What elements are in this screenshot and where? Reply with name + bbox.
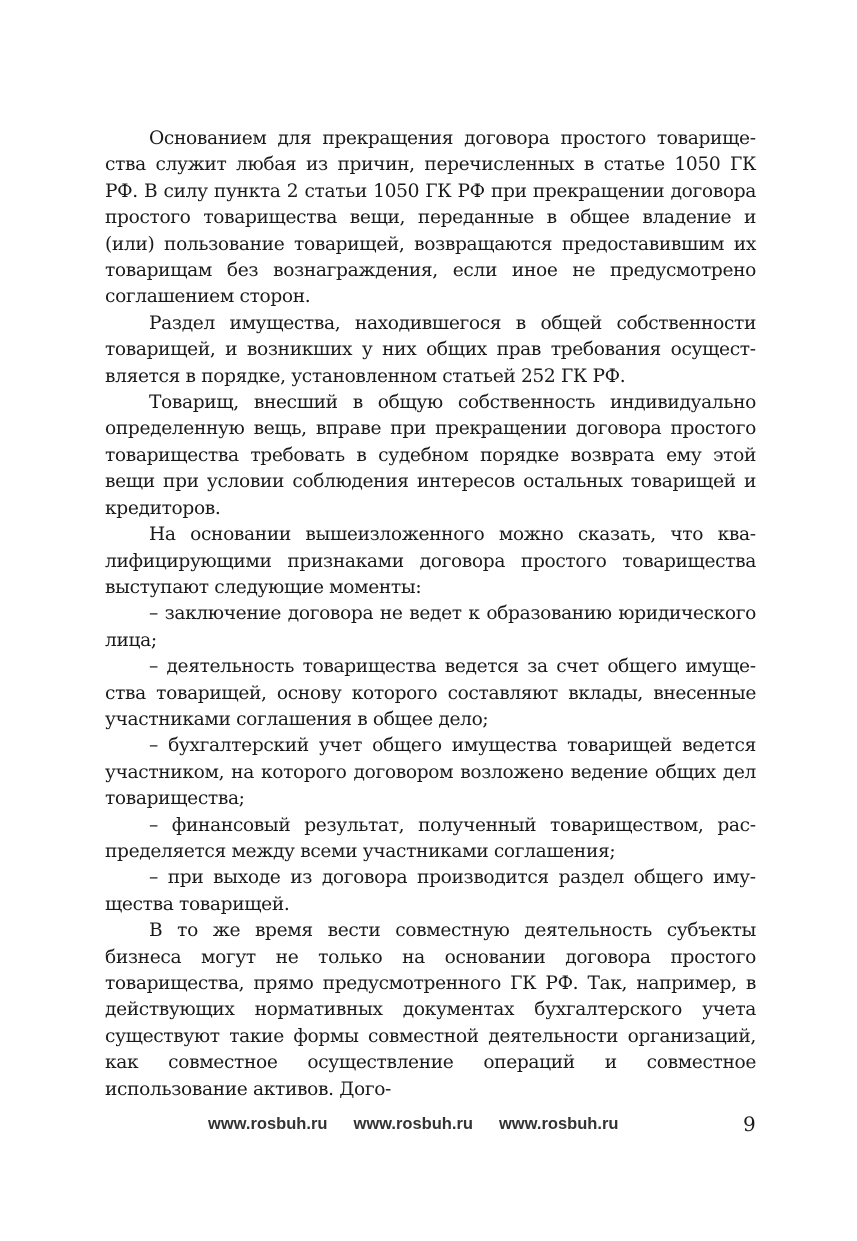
list-item: – заключение договора не ведет к образованию юридического лица; xyxy=(105,603,756,651)
footer-links xyxy=(208,1115,618,1134)
footer-link[interactable]: www.rosbuh.ru xyxy=(353,1115,473,1133)
page-footer xyxy=(0,1112,857,1139)
list-item: – бухгалтерский учет общего имущества товарищей ведется участником, на которого договором возложено ведение общих дел товарищества; xyxy=(105,735,756,810)
paragraph: Раздел имущества, находившегося в общей собственности товарищей, и возникших у них общих прав требования осуществляется в порядке, установленном статьей 252 ГК РФ. xyxy=(105,312,756,387)
footer-link[interactable]: www.rosbuh.ru xyxy=(208,1115,328,1133)
paragraph: Товарищ, внесший в общую собственность индивидуально определенную вещь, вправе при прекращении договора простого товарищества требовать в судебном порядке возврата ему этой вещи при условии соблюдения интересов остальных товарищей и кредиторов. xyxy=(105,392,756,519)
list-item: – финансовый результат, полученный товариществом, распределяется между всеми участниками соглашения; xyxy=(105,814,756,862)
list-item: – деятельность товарищества ведется за счет общего имущества товарищей, основу которого составляют вклады, внесенные участниками соглашения в общее дело; xyxy=(105,656,756,730)
paragraph: Основанием для прекращения договора простого товарищества служит любая из причин, перечисленных в статье 1050 ГК РФ. В силу пункта 2 статьи 1050 ГК РФ при прекращении договора простого товарищества вещи, переданные в общее владение и (или) пользование товарищей, возвращаются предоставившим их товарищам без вознаграждения, если иное не предусмотрено соглашением сторон. xyxy=(105,128,756,308)
page-body xyxy=(105,126,756,1103)
list-item: – при выходе из договора производится раздел общего имущества товарищей. xyxy=(105,867,756,915)
paragraph: На основании вышеизложенного можно сказать, что квалифицирующими признаками договора простого товарищества выступают следующие моменты: xyxy=(105,524,756,598)
footer-link[interactable]: www.rosbuh.ru xyxy=(498,1115,619,1133)
paragraph: В то же время вести совместную деятельность субъекты бизнеса могут не только на основании договора простого товарищества, прямо предусмотренного ГК РФ. Так, например, в действующих нормативных документах бухгалтерского учета существуют такие формы совместной деятельности организаций, как совместное осуществление операций и совместное использование активов. Дого- xyxy=(105,920,756,1100)
page-number: 9 xyxy=(743,1112,756,1136)
